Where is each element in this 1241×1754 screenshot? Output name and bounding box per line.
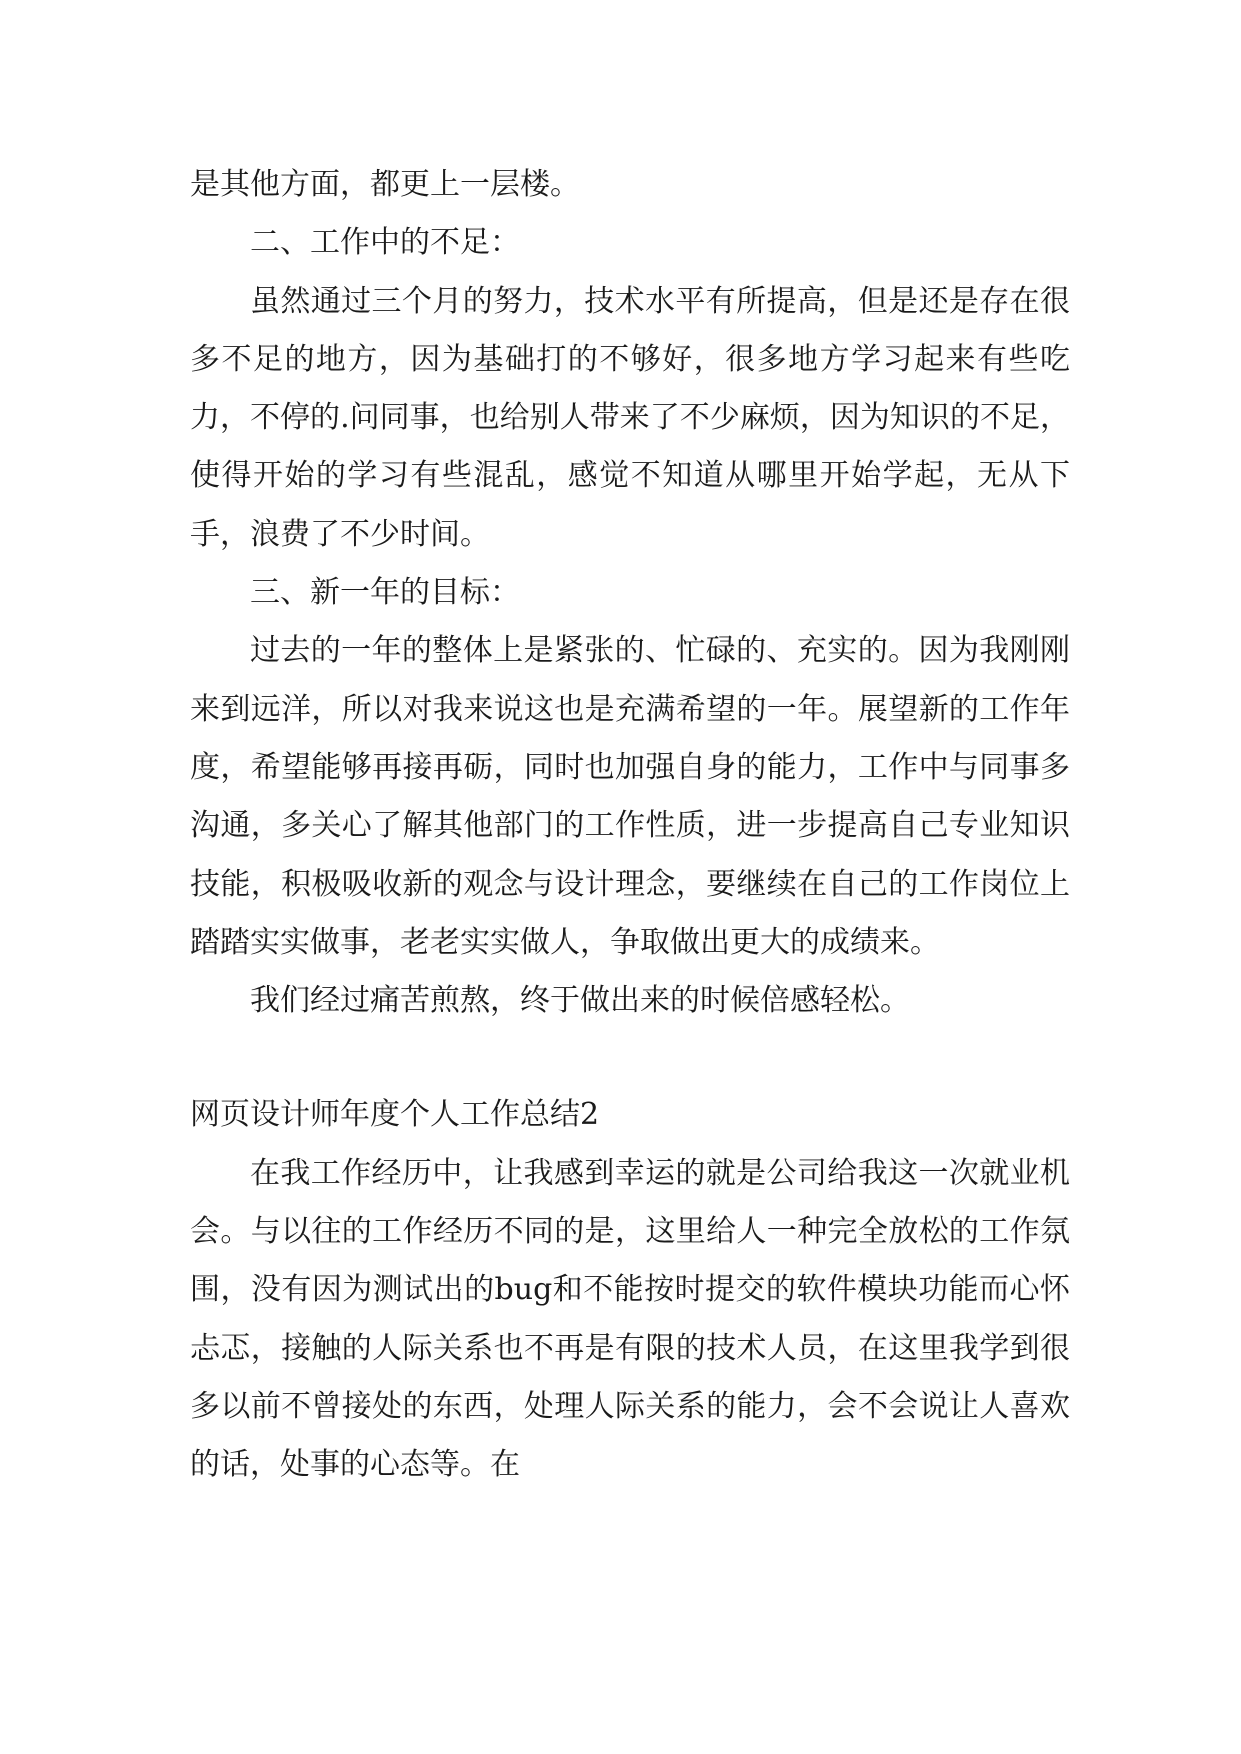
heading-shortcomings: 二、工作中的不足： [250, 225, 520, 261]
paragraph-shortcomings: 虽然通过三个月的努力，技术水平有所提高，但是还是存在很多不足的地方，因为基础打的不够好，很多地方学习起来有些吃力，不停的.问同事，也给别人带来了不少麻烦，因为知识的不足，使得开始的学习有些混乱，感觉不知道从哪里开始学起，无从下手，浪费了不少时间。 [190, 283, 1070, 552]
document-body [190, 156, 1070, 1495]
section-gap [190, 1030, 1070, 1086]
heading-new-year-goals: 三、新一年的目标： [250, 575, 520, 611]
paragraph-section2-intro: 在我工作经历中，让我感到幸运的就是公司给我这一次就业机会。与以往的工作经历不同的是，这里给人一种完全放松的工作氛围，没有因为测试出的bug和不能按时提交的软件模块功能而心怀忐忑，接触的人际关系也不再是有限的技术人员，在这里我学到很多以前不曾接处的东西，处理人际关系的能力，会不会说让人喜欢的话，处事的心态等。在 [190, 1155, 1070, 1483]
paragraph-new-year-goals: 过去的一年的整体上是紧张的、忙碌的、充实的。因为我刚刚来到远洋，所以对我来说这也是充满希望的一年。展望新的工作年度，希望能够再接再砺，同时也加强自身的能力，工作中与同事多沟通，多关心了解其他部门的工作性质，进一步提高自己专业知识技能，积极吸收新的观念与设计理念，要继续在自己的工作岗位上踏踏实实做事，老老实实做人，争取做出更大的成绩来。 [190, 633, 1070, 960]
section-title: 网页设计师年度个人工作总结2 [190, 1097, 600, 1133]
paragraph-continuation: 是其他方面，都更上一层楼。 [190, 167, 580, 202]
paragraph-closing: 我们经过痛苦煎熬，终于做出来的时候倍感轻松。 [250, 983, 910, 1019]
